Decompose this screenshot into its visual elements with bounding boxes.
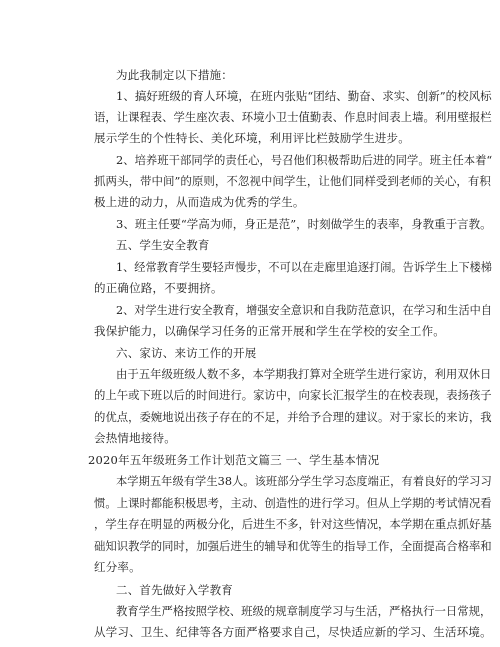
paragraph-line: 1、搞好班级的育人环境，在班内张贴“团结、勤奋、求实、创新”的校风标 xyxy=(116,89,492,103)
paragraph-line: 从学习、卫生、纪律等各方面严格要求自己，尽快适应新的学习、生活环境。 xyxy=(94,625,492,639)
article-title-line: 2020年五年级班务工作计划范文篇三 一、学生基本情况 xyxy=(88,453,380,467)
paragraph-line: 极上进的动力，从而造成为优秀的学生。 xyxy=(94,195,305,209)
section-heading: 二、首先做好入学教育 xyxy=(116,583,233,597)
paragraph-line: 1、经常教育学生要轻声慢步，不可以在走廊里追逐打闹。告诉学生上下楼梯 xyxy=(116,260,492,274)
paragraph-line: 由于五年级班级人数不多，本学期我打算对全班学生进行家访，利用双休日 xyxy=(116,367,492,381)
paragraph-line: 2、培养班干部同学的责任心，号召他们积极帮助后进的同学。班主任本着“ xyxy=(116,153,493,167)
paragraph-line: 的优点，委婉地说出孩子存在的不足，并给予合理的建议。对于家长的来访，我 xyxy=(94,410,492,424)
paragraph-line: ，学生存在明显的两极分化，后进生不多，针对这些情况，本学期在重点抓好基 xyxy=(94,517,492,531)
paragraph-line: 惯。上课时都能积极思考，主动、创造性的进行学习。但从上学期的考试情况看 xyxy=(94,496,492,510)
paragraph-line: 语，让课程表、学生座次表、环境小卫士值勤表、作息时间表上墙。利用壁报栏 xyxy=(94,110,492,124)
paragraph-line: 抓两头，带中间”的原则，不忽视中间学生，让他们同样受到老师的关心，有积 xyxy=(94,174,491,188)
paragraph-line: 红分率。 xyxy=(94,560,141,574)
paragraph-line: 的正确位路，不要拥挤。 xyxy=(94,281,223,295)
section-heading: 六、家访、来访工作的开展 xyxy=(116,346,257,360)
paragraph-line: 3、班主任要“学高为师，身正是范”，时刻做学生的表率，身教重于言教。 xyxy=(116,217,492,231)
paragraph-line: 为此我制定以下措施： xyxy=(116,68,233,82)
paragraph-line: 础知识教学的同时，加强后进生的辅导和优等生的指导工作，全面提高合格率和 xyxy=(94,539,492,553)
section-heading: 五、学生安全教育 xyxy=(116,238,210,252)
paragraph-line: 本学期五年级有学生38人。该班部分学生学习态度端正，有着良好的学习习 xyxy=(116,474,492,488)
paragraph-line: 2、对学生进行安全教育，增强安全意识和自我防范意识，在学习和生活中自 xyxy=(116,303,492,317)
paragraph-line: 会热情地接待。 xyxy=(94,431,176,445)
paragraph-line: 教育学生严格按照学校、班级的规章制度学习与生活，严格执行一日常规， xyxy=(116,604,492,618)
paragraph-line: 展示学生的个性特长、美化环境，利用评比栏鼓励学生进步。 xyxy=(94,131,410,145)
paragraph-line: 我保护能力，以确保学习任务的正常开展和学生在学校的安全工作。 xyxy=(94,324,445,338)
paragraph-line: 的上午或下班以后的时间进行。家访中，向家长汇报学生的在校表现，表扬孩子 xyxy=(94,388,492,402)
